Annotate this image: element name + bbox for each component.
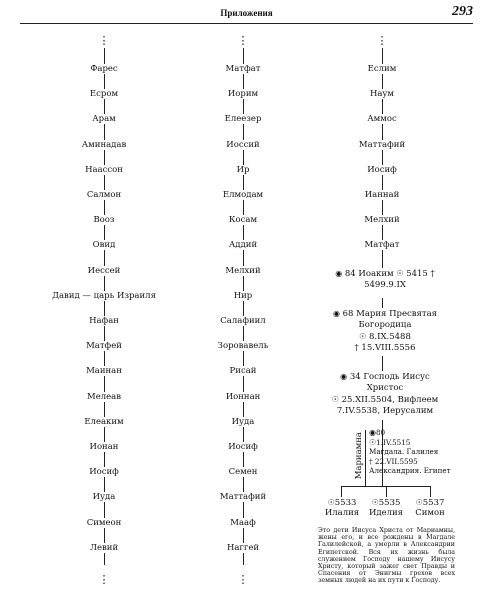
child-connector-line	[341, 486, 342, 497]
c1-person: Нафан	[89, 316, 119, 326]
c2-top-ellipsis: ⋮	[237, 34, 249, 47]
c1-person: Арам	[92, 114, 116, 125]
mariamna-line5: Александрия. Египет	[369, 466, 451, 476]
c3-person: Иосиф	[367, 164, 397, 175]
c2-person: Салафиил	[220, 316, 266, 326]
sun-symbol-icon: ◉	[369, 428, 376, 437]
child-1-num: 5533	[334, 498, 357, 508]
c1-person: Есром	[89, 89, 119, 100]
birth-symbol-icon: ☉	[396, 269, 404, 278]
joakim-name: 84 Иоаким	[344, 269, 394, 279]
sun-symbol-icon: ◉	[332, 309, 340, 318]
c1-person: Матфей	[86, 341, 122, 352]
jesus-line2: Христос	[366, 383, 404, 393]
c2-person: Елеезер	[224, 114, 262, 125]
birth-symbol-icon: ☉	[327, 498, 335, 507]
c3-connector-line	[382, 48, 383, 268]
c2-person: Иоссий	[226, 139, 260, 150]
c2-person: Иуда	[231, 416, 255, 427]
c2-person: Матфат	[225, 64, 261, 74]
child-3-num: 5537	[422, 498, 445, 508]
c1-person: Елеаким	[84, 416, 124, 427]
c2-person: Нир	[233, 290, 253, 301]
c1-person: Иосиф	[89, 467, 119, 478]
jesus-entry	[312, 371, 458, 417]
mariamna-line3: Магдала. Галилея	[369, 447, 439, 457]
c2-person: Ионнан	[225, 391, 261, 402]
c1-connector-line	[104, 48, 105, 565]
c3-connector-line-3	[382, 356, 383, 371]
joakim-birth: 5415 †	[406, 269, 435, 279]
c1-bottom-ellipsis: ⋮	[98, 573, 110, 586]
c2-person: Семен	[228, 467, 258, 478]
c1-person: Фарес	[90, 64, 118, 74]
maria-line1: 68 Мария Пресвятая	[342, 309, 438, 319]
c1-person: Давид — царь Израиля	[52, 290, 156, 301]
c1-person: Ионан	[89, 442, 119, 452]
child-3-name: Симон	[415, 508, 445, 518]
c1-person: Салмон	[86, 190, 122, 200]
c3-person: Мелхий	[364, 215, 400, 226]
joakim-entry	[326, 268, 444, 291]
c2-person: Иорим	[227, 89, 259, 100]
c3-connector-line-2	[382, 298, 383, 308]
c1-person: Вооз	[93, 215, 115, 226]
jesus-line3: 25.XII.5504, Вифлеем	[341, 395, 439, 405]
c2-bottom-ellipsis: ⋮	[237, 573, 249, 586]
maria-entry	[326, 308, 444, 354]
c2-person: Елмодам	[222, 190, 264, 200]
c2-person: Маттафий	[219, 492, 267, 503]
maria-line2: Богородица	[358, 320, 412, 330]
child-connector-line	[430, 486, 431, 497]
child-3	[408, 498, 452, 518]
c2-person: Ир	[236, 164, 250, 175]
c2-person: Мааф	[230, 517, 256, 528]
child-1	[320, 498, 364, 518]
c3-top-ellipsis: ⋮	[376, 34, 388, 47]
c1-person: Аминадав	[81, 139, 127, 150]
maria-line3: 8.IX.5488	[369, 332, 411, 342]
c2-connector-line	[243, 48, 244, 565]
mariamna-label: Мариамна	[354, 432, 364, 480]
sun-symbol-icon: ◉	[340, 372, 348, 381]
header-title: Приложения	[220, 8, 273, 18]
c2-person: Наггей	[226, 542, 260, 553]
birth-symbol-icon: ☉	[371, 498, 379, 507]
c2-person: Иосиф	[228, 442, 258, 452]
maria-line4: † 15.VIII.5556	[354, 343, 416, 353]
c1-person: Мелеав	[86, 391, 122, 402]
page-number: 293	[452, 4, 473, 19]
c3-person: Аммос	[367, 114, 397, 125]
mariamna-line1: 80	[375, 428, 386, 437]
c3-person: Наум	[369, 89, 395, 100]
child-2-num: 5535	[378, 498, 401, 508]
c2-person: Ρисай	[229, 366, 257, 377]
c2-person: Аддий	[228, 240, 258, 251]
children-note: Это дети Иисуса Христа от Мариамны, жены его, и все рождены в Магдале Галилейской, а умерли в Александрии Египетской. Вся их жизнь была служением Господу нашему Иисусу Христу, который зажег свет Правды и Спасения от Энигмы грехов всех земных людей на их пути к Господу.	[318, 527, 455, 585]
c3-person: Ианнай	[364, 190, 400, 200]
c2-person: Мелхий	[225, 265, 261, 276]
page-header	[20, 6, 473, 24]
birth-symbol-icon: ☉	[331, 395, 339, 404]
c3-person: Матфат	[364, 240, 400, 251]
c1-top-ellipsis: ⋮	[98, 34, 110, 47]
jesus-line1: 34 Господь Иисус	[349, 372, 430, 382]
c1-person: Маинан	[86, 366, 122, 377]
mariamna-line4: † 22.VII.5595	[369, 456, 418, 466]
mariamna-bracket-line	[365, 430, 366, 486]
child-connector-line	[386, 486, 387, 497]
birth-symbol-icon: ☉	[415, 498, 423, 507]
c2-person: Зоровавель	[217, 341, 269, 352]
c3-person: Еслим	[367, 64, 397, 74]
child-2	[364, 498, 408, 518]
child-2-name: Иделия	[368, 508, 404, 518]
sun-symbol-icon: ◉	[335, 269, 343, 278]
child-1-name: Илалия	[324, 508, 360, 518]
c3-person: Маттафий	[358, 139, 406, 150]
mariamna-entry	[369, 428, 451, 476]
jesus-line4: 7.IV.5538, Иерусалим	[336, 406, 434, 416]
c1-person: Овид	[92, 240, 116, 251]
birth-symbol-icon: ☉	[369, 437, 377, 447]
c1-person: Наассон	[85, 164, 123, 175]
joakim-death: 5499.9.IX	[364, 280, 406, 290]
c1-person: Симеон	[86, 517, 122, 528]
c1-person: Левий	[89, 542, 119, 553]
c2-person: Косам	[228, 215, 258, 226]
mariamna-line2: 1.IV.5515	[376, 437, 411, 447]
birth-symbol-icon: ☉	[359, 332, 367, 341]
c1-person: Иуда	[92, 492, 116, 503]
c1-person: Иессей	[87, 265, 121, 276]
